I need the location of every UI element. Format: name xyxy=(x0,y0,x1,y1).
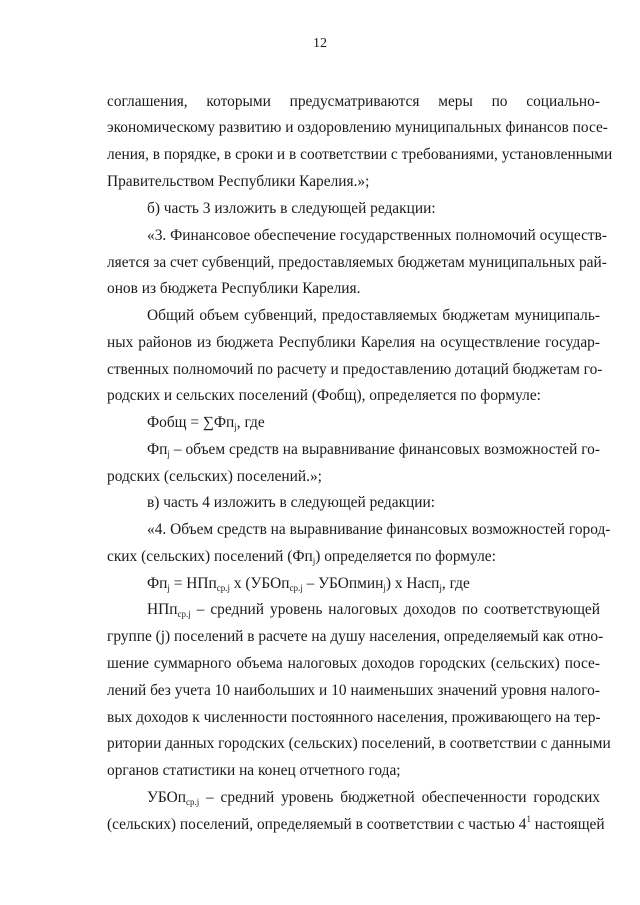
text-line: б) часть 3 изложить в следующей редакции: xyxy=(147,200,436,217)
text-line: экономическому развитию и оздоровлению муниципальных финансов посе- xyxy=(107,119,608,136)
text-line: соглашения, которыми предусматриваются меры по социально- xyxy=(107,93,600,110)
text-line: Правительством Республики Карелия.»; xyxy=(107,173,370,190)
text-line: ляется за счет субвенций, предоставляемых бюджетам муниципальных рай- xyxy=(107,254,607,271)
text-line: родских и сельских поселений (Фобщ), определяется по формуле: xyxy=(107,387,541,404)
text-line: родских (сельских) поселений.»; xyxy=(107,468,322,485)
text-line: ных районов из бюджета Республики Карелия на осуществление государ- xyxy=(107,334,600,351)
text-line: шение суммарного объема налоговых доходов городских (сельских) посе- xyxy=(107,655,600,672)
text-line: ских (сельских) поселений $(Фп_j)$ определяется по формуле: xyxy=(107,548,496,566)
text-line: ритории данных городских (сельских) поселений, в соответствии с данными xyxy=(107,735,611,752)
text-line: Общий объем субвенций, предоставляемых бюджетам муниципаль- xyxy=(147,307,600,324)
page-number: 12 xyxy=(313,36,327,51)
text-line: $Фп_j$ – объем средств на выравнивание финансовых возможностей го- xyxy=(147,441,600,459)
text-line: группе (j) поселений в расчете на душу населения, определяемый как отно- xyxy=(107,628,604,645)
text-line: «4. Объем средств на выравнивание финансовых возможностей город- xyxy=(147,521,611,538)
text-line: вых доходов к численности постоянного населения, проживающего на тер- xyxy=(107,709,601,726)
text-line: лений без учета 10 наибольших и 10 наименьших значений уровня налого- xyxy=(107,682,600,699)
text-line: в) часть 4 изложить в следующей редакции: xyxy=(147,494,436,511)
formula-line: Фобщ = $\sum Фп_j$, где xyxy=(147,414,265,432)
text-line: НПп$_{ср.j}$ – средний уровень налоговых доходов по соответствующей xyxy=(147,601,600,619)
text-line: «3. Финансовое обеспечение государственных полномочий осуществ- xyxy=(147,227,608,244)
text-line: онов из бюджета Республики Карелия. xyxy=(107,280,361,297)
text-line: органов статистики на конец отчетного года; xyxy=(107,762,401,779)
text-line: (сельских) поселений, определяемый в соответствии с частью $4^1$ настоящей xyxy=(107,814,605,833)
text-line: УБОп$_{ср.j}$ – средний уровень бюджетной обеспеченности городских xyxy=(147,789,600,807)
text-line: ления, в порядке, в сроки и в соответствии с требованиями, установленными xyxy=(107,146,613,163)
text-line: ственных полномочий по расчету и предоставлению дотаций бюджетам го- xyxy=(107,361,603,378)
formula-line: $Фп_j = НПп_{ср.j}$ х (УБОп$_{ср.j}$ – УБОпмин$_j$) х Насп$_j$, где xyxy=(147,575,470,593)
